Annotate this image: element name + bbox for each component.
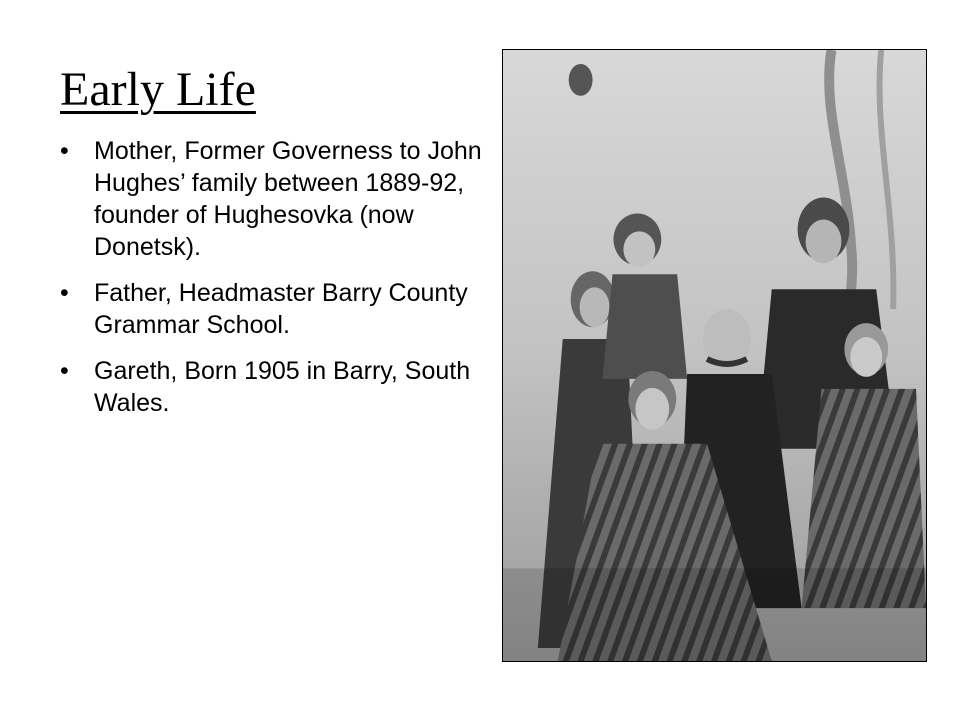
- bullet-dot: •: [60, 279, 69, 307]
- bullet-text: Father, Headmaster Barry County Grammar School.: [94, 279, 468, 339]
- bullet-item: [60, 355, 485, 419]
- person-face: [580, 287, 610, 327]
- bullet-item: [60, 277, 485, 341]
- bullet-dot: •: [60, 357, 69, 385]
- child-smock: [603, 274, 688, 379]
- bullet-item: [60, 135, 485, 263]
- bullet-text: Mother, Former Governess to John Hughes’ family between 1889-92, founder of Hughesovka (now Donetsk).: [94, 137, 482, 261]
- person-face: [623, 231, 655, 267]
- slide-title: Early Life: [60, 63, 256, 116]
- person-face: [850, 337, 882, 377]
- family-portrait-illustration: [503, 50, 926, 661]
- person-face: [635, 388, 669, 430]
- bullet-dot: •: [60, 137, 69, 165]
- family-portrait-photo: [502, 49, 927, 662]
- person-face: [806, 219, 842, 263]
- photo-vignette: [503, 568, 926, 661]
- bullet-list: [60, 135, 485, 433]
- bullet-text: Gareth, Born 1905 in Barry, South Wales.: [94, 357, 471, 417]
- photo-blemish: [569, 64, 593, 96]
